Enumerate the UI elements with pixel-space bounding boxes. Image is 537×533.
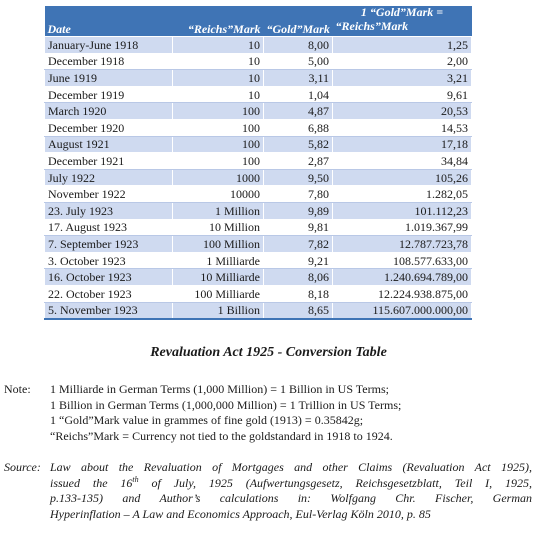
cell-goldmark: 8,00 [264,37,333,54]
table-row [45,70,472,87]
cell-conversion: 20,53 [333,103,472,120]
cell-reichsmark: 100 Milliarde [173,285,264,302]
cell-conversion: 14,53 [333,119,472,136]
cell-date: November 1922 [45,186,173,203]
cell-conversion: 115.607.000.000,00 [333,302,472,319]
cell-reichsmark: 10 [173,70,264,87]
table-row [45,236,472,253]
cell-conversion: 34,84 [333,153,472,170]
table-row [45,37,472,54]
cell-conversion: 101.112,23 [333,202,472,219]
source-line: issued the 16th of July, 1925 (Aufwertungsgesetz, Reichsgesetzblatt, Teil I, 1925, [50,474,532,490]
cell-goldmark: 1,04 [264,86,333,103]
table-row [45,53,472,70]
note-line: 1 Milliarde in German Terms (1,000 Million) = 1 Billion in US Terms; [50,382,389,396]
cell-reichsmark: 100 [173,153,264,170]
conversion-table [44,6,472,320]
cell-date: 5. November 1923 [45,302,173,319]
note-line: 1 Billion in German Terms (1,000,000 Million) = 1 Trillion in US Terms; [50,397,402,412]
cell-date: 23. July 1923 [45,202,173,219]
cell-date: August 1921 [45,136,173,153]
cell-goldmark: 3,11 [264,70,333,87]
cell-goldmark: 5,82 [264,136,333,153]
cell-goldmark: 8,18 [264,285,333,302]
cell-conversion: 1,25 [333,37,472,54]
cell-conversion: 1.019.367,99 [333,219,472,236]
cell-reichsmark: 100 Million [173,236,264,253]
cell-conversion: 108.577.633,00 [333,252,472,269]
cell-date: 17. August 1923 [45,219,173,236]
cell-reichsmark: 10 Milliarde [173,269,264,286]
cell-date: January-June 1918 [45,37,173,54]
cell-goldmark: 7,80 [264,186,333,203]
table-row [45,252,472,269]
table-row [45,169,472,186]
table-row [45,86,472,103]
cell-reichsmark: 1000 [173,169,264,186]
cell-reichsmark: 100 [173,119,264,136]
table-row [45,103,472,120]
cell-goldmark: 2,87 [264,153,333,170]
table-header [45,6,472,37]
source-line: Law about the Revaluation of Mortgages and other Claims (Revaluation Act 1925), [50,460,532,474]
cell-date: December 1918 [45,53,173,70]
table-caption: Revaluation Act 1925 - Conversion Table [150,345,387,360]
cell-conversion: 3,21 [333,70,472,87]
table-row [45,119,472,136]
cell-date: 22. October 1923 [45,285,173,302]
cell-conversion: 1.240.694.789,00 [333,269,472,286]
table-body [45,37,472,320]
cell-reichsmark: 10 [173,37,264,54]
cell-reichsmark: 10000 [173,186,264,203]
table-row [45,186,472,203]
cell-date: 3. October 1923 [45,252,173,269]
source-line: p.133-135) and Author’s calculations in: Wolfgang Chr. Fischer, German [50,491,532,505]
cell-goldmark: 8,06 [264,269,333,286]
header-goldmark: “Gold”Mark [264,20,333,37]
table-row [45,153,472,170]
conversion-table-container [44,6,471,320]
cell-reichsmark: 1 Milliarde [173,252,264,269]
cell-goldmark: 7,82 [264,236,333,253]
cell-conversion: 1.282,05 [333,186,472,203]
table-row [45,219,472,236]
cell-conversion: 12.787.723,78 [333,236,472,253]
cell-reichsmark: 10 [173,53,264,70]
cell-goldmark: 5,00 [264,53,333,70]
source-line: Hyperinflation – A Law and Economics Approach, Eul-Verlag Köln 2010, p. 85 [50,506,431,521]
table-row [45,202,472,219]
cell-date: July 1922 [45,169,173,186]
note-label: Note: [4,382,31,396]
cell-reichsmark: 10 [173,86,264,103]
cell-goldmark: 9,89 [264,202,333,219]
cell-reichsmark: 100 [173,103,264,120]
header-reichsmark: “Reichs”Mark [173,20,264,37]
cell-goldmark: 9,50 [264,169,333,186]
header-date: Date [45,20,173,37]
cell-date: December 1920 [45,119,173,136]
cell-date: December 1919 [45,86,173,103]
cell-conversion: 2,00 [333,53,472,70]
note-line: 1 “Gold”Mark value in grammes of fine gold (1913) = 0.35842g; [50,413,364,427]
cell-date: March 1920 [45,103,173,120]
table-row [45,302,472,319]
table-row [45,136,472,153]
cell-conversion: 105,26 [333,169,472,186]
cell-conversion: 12.224.938.875,00 [333,285,472,302]
cell-goldmark: 6,88 [264,119,333,136]
cell-goldmark: 9,21 [264,252,333,269]
cell-reichsmark: 100 [173,136,264,153]
cell-conversion: 17,18 [333,136,472,153]
cell-goldmark: 9,81 [264,219,333,236]
cell-goldmark: 8,65 [264,302,333,319]
cell-date: 16. October 1923 [45,269,173,286]
table-row [45,269,472,286]
cell-goldmark: 4,87 [264,103,333,120]
cell-conversion: 9,61 [333,86,472,103]
cell-date: December 1921 [45,153,173,170]
note-line: “Reichs”Mark = Currency not tied to the goldstandard in 1918 to 1924. [50,428,393,443]
cell-date: June 1919 [45,70,173,87]
cell-reichsmark: 10 Million [173,219,264,236]
cell-reichsmark: 1 Million [173,202,264,219]
cell-date: 7. September 1923 [45,236,173,253]
table-row [45,285,472,302]
cell-reichsmark: 1 Billion [173,302,264,319]
header-conversion-line2: “Reichs”Mark [333,20,472,37]
header-conversion-line1: 1 “Gold”Mark = [333,6,472,20]
source-label: Source: [4,460,41,474]
